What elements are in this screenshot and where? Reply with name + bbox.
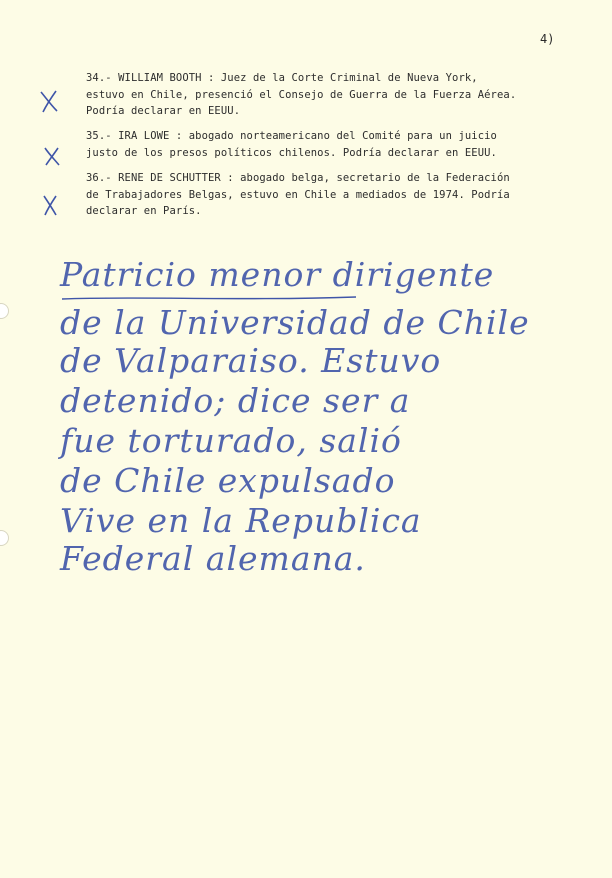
- witness-entry-36: [86, 170, 586, 220]
- handwritten-line: fue torturado, salió: [60, 421, 402, 460]
- handwritten-line: de la Universidad de Chile: [60, 303, 530, 342]
- entry-line: 34.- WILLIAM BOOTH : Juez de la Corte Criminal de Nueva York,: [86, 72, 478, 84]
- entry-line: de Trabajadores Belgas, estuvo en Chile a mediados de 1974. Podría: [86, 188, 510, 201]
- handwritten-line: Vive en la Republica: [60, 501, 422, 540]
- entry-line: declarar en París.: [86, 205, 202, 217]
- handwritten-line: Patricio menor dirigente: [60, 255, 495, 294]
- x-mark-icon: [42, 145, 62, 167]
- entry-line: 36.- RENE DE SCHUTTER : abogado belga, secretario de la Federación: [86, 172, 510, 184]
- handwritten-line: de Chile expulsado: [60, 461, 396, 500]
- handwritten-line: de Valparaiso. Estuvo: [60, 341, 442, 380]
- entry-line: 35.- IRA LOWE : abogado norteamericano del Comité para un juicio: [86, 130, 497, 142]
- x-mark-icon: [40, 193, 60, 217]
- entry-line: Podría declarar en EEUU.: [86, 105, 241, 117]
- entry-line: justo de los presos políticos chilenos. Podría declarar en EEUU.: [86, 146, 497, 159]
- x-mark-icon: [38, 88, 60, 114]
- handwritten-line: Federal alemana.: [60, 539, 366, 578]
- page-number: 4): [540, 32, 555, 46]
- handwritten-line: detenido; dice ser a: [60, 381, 411, 420]
- witness-entry-35: [86, 128, 586, 161]
- entry-line: estuvo en Chile, presenció el Consejo de Guerra de la Fuerza Aérea.: [86, 88, 517, 101]
- handwritten-note: [60, 255, 560, 585]
- witness-entry-34: [86, 70, 586, 120]
- handwritten-underline: [60, 293, 360, 303]
- punch-hole-top: [0, 303, 9, 319]
- punch-hole-bottom: [0, 530, 9, 546]
